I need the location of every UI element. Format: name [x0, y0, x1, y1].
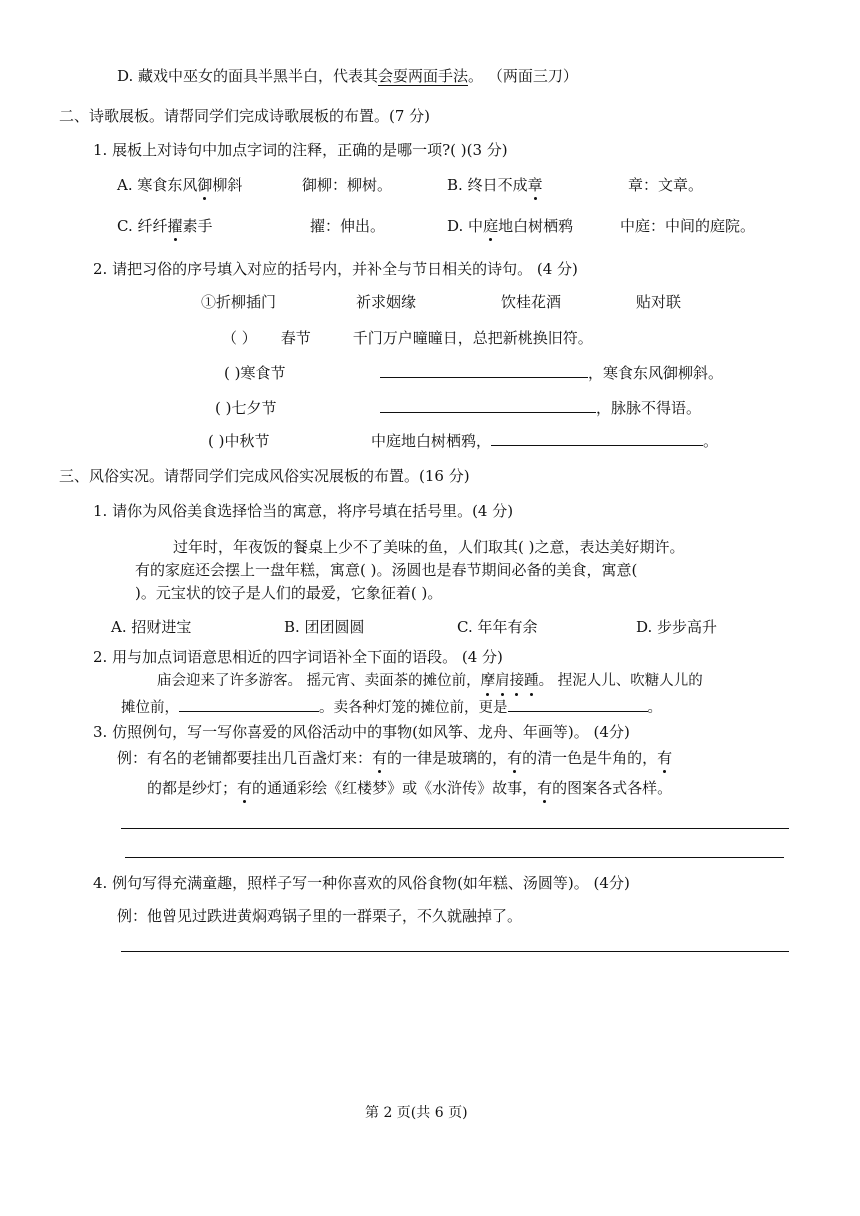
- custom-3: 饮桂花酒: [501, 293, 562, 311]
- dotted-char: 摩: [480, 673, 496, 689]
- festival-row-3: ( )七夕节: [215, 399, 277, 417]
- festival-row-1: （ ） 春节 千门万户曈曈日，总把新桃换旧符。: [222, 329, 593, 347]
- section-2-title: 二、诗歌展板。请帮同学们完成诗歌展板的布置。(7 分): [59, 107, 431, 125]
- option-b: B. 终日不成章: [447, 176, 543, 194]
- festival-row-4: ( )中秋节: [208, 432, 270, 450]
- question-3-4: 4. 例句写得充满童趣，照样子写一种你喜欢的风俗食物(如年糕、汤圆等)。 (4分): [93, 874, 630, 892]
- custom-1: ①折柳插门: [201, 293, 277, 311]
- meaning-option-b: B. 团团圆圆: [284, 618, 365, 636]
- meaning-option-a: A. 招财进宝: [111, 618, 192, 636]
- dotted-char: 擢: [167, 217, 183, 235]
- custom-2: 祈求姻缘: [356, 293, 417, 311]
- answer-blank[interactable]: [380, 398, 596, 413]
- option-a: A. 寒食东风御柳斜: [117, 176, 243, 194]
- q3-1-para-line3: )。元宝状的饺子是人们的最爱，它象征着( )。: [135, 584, 443, 602]
- dotted-char: 踵: [524, 673, 539, 689]
- section-3-title: 三、风俗实况。请帮同学们完成风俗实况展板的布置。(16 分): [59, 467, 470, 485]
- dotted-char: 御: [197, 176, 213, 194]
- dotted-char: 章: [527, 176, 543, 194]
- q3-3-example-line1: 例：有名的老铺都要挂出几百盏灯来：有的一律是玻璃的，有的清一色是牛角的，有: [117, 749, 673, 767]
- dotted-char: 肩: [495, 673, 510, 689]
- q3-1-para-line2: 有的家庭还会摆上一盘年糕，寓意( )。汤圆也是春节期间必备的美食，寓意(: [135, 561, 638, 579]
- option-d-answer: 。 （两面三刀）: [468, 67, 578, 85]
- question-3-1: 1. 请你为风俗美食选择恰当的寓意，将序号填在括号里。(4 分): [93, 502, 514, 520]
- option-d-text: D. 藏戏中巫女的面具半黑半白，代表其: [117, 67, 379, 85]
- meaning-option-d: D. 步步高升: [636, 618, 718, 636]
- question-3-2: 2. 用与加点词语意思相近的四字词语补全下面的语段。 (4 分): [93, 648, 503, 666]
- dotted-char: 有: [537, 779, 553, 797]
- option-b-note: 章：文章。: [628, 176, 704, 194]
- q3-2-line1: 庙会迎来了许多游客。 摇元宵、卖面茶的摊位前，摩肩接踵。 捏泥人儿、吹糖人儿的: [157, 673, 703, 689]
- answer-bracket[interactable]: ( ): [208, 432, 225, 450]
- answer-bracket[interactable]: ( ): [215, 399, 232, 417]
- answer-line[interactable]: [121, 951, 789, 952]
- option-a-note: 御柳：柳树。: [302, 176, 393, 194]
- dotted-char: 接: [509, 673, 525, 689]
- answer-blank[interactable]: [491, 431, 703, 446]
- answer-blank[interactable]: [179, 697, 319, 712]
- q3-2-line2: 摊位前， 。卖各种灯笼的摊位前，更是 。: [121, 697, 662, 718]
- question-2-1: 1. 展板上对诗句中加点字词的注释，正确的是哪一项?( )(3 分): [93, 141, 508, 159]
- option-c: C. 纤纤擢素手: [117, 217, 213, 235]
- answer-bracket[interactable]: ( ): [224, 364, 241, 382]
- custom-4: 贴对联: [636, 293, 682, 311]
- question-2-2: 2. 请把习俗的序号填入对应的括号内，并补全与节日相关的诗句。 (4 分): [93, 260, 578, 278]
- festival-row-4-verse: 中庭地白树栖鸦， 。: [371, 432, 719, 450]
- meaning-option-c: C. 年年有余: [457, 618, 538, 636]
- festival-row-2: ( )寒食节: [224, 364, 286, 382]
- q3-1-para-line1: 过年时，年夜饭的餐桌上少不了美味的鱼，人们取其( )之意，表达美好期许。: [173, 538, 685, 556]
- answer-line[interactable]: [121, 828, 789, 829]
- festival-row-2-verse: ，寒食东风御柳斜。: [380, 363, 723, 383]
- page-footer: 第 2 页(共 6 页): [365, 1105, 468, 1121]
- answer-blank[interactable]: [508, 697, 648, 712]
- answer-bracket[interactable]: （ ）: [222, 329, 257, 347]
- dotted-char: 庭: [483, 217, 499, 235]
- question-3-3: 3. 仿照例句，写一写你喜爱的风俗活动中的事物(如风筝、龙舟、年画等)。 (4分): [93, 723, 630, 741]
- question-option-d: [117, 66, 578, 86]
- dotted-char: 有: [237, 779, 253, 797]
- dotted-char: 有: [657, 749, 673, 767]
- option-d: D. 中庭地白树栖鸦: [447, 217, 574, 235]
- option-c-note: 擢：伸出。: [310, 217, 386, 235]
- underlined-phrase: 会耍两面手法: [378, 67, 469, 85]
- q3-3-example-line2: 的都是纱灯；有的通通彩绘《红楼梦》或《水浒传》故事，有的图案各式各样。: [147, 779, 673, 797]
- dotted-char: 有: [372, 749, 388, 767]
- dotted-char: 有: [507, 749, 523, 767]
- answer-line[interactable]: [125, 857, 784, 858]
- q3-4-example: 例：他曾见过跌进黄焖鸡锅子里的一群栗子，不久就融掉了。: [117, 907, 523, 925]
- option-d-note: 中庭：中间的庭院。: [620, 217, 756, 235]
- answer-blank[interactable]: [380, 363, 588, 378]
- festival-row-3-verse: ，脉脉不得语。: [380, 398, 701, 418]
